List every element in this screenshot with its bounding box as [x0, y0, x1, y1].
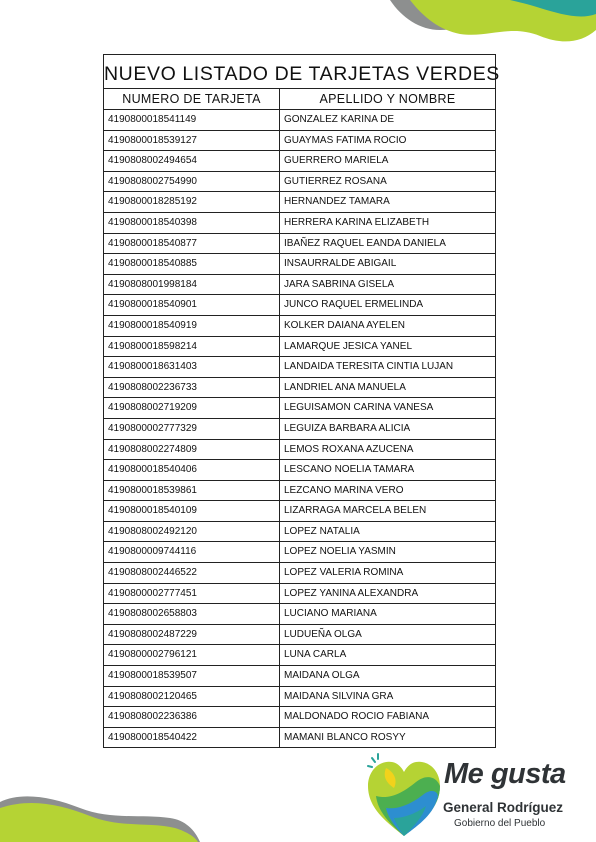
column-header-name: APELLIDO Y NOMBRE	[319, 92, 456, 106]
holder-name-cell: LEZCANO MARINA VERO	[284, 484, 404, 496]
card-number-cell: 4190800018598214	[104, 337, 280, 357]
table-row	[104, 440, 495, 461]
card-number-cell: 4190800018540901	[104, 295, 280, 315]
table-row	[104, 563, 495, 584]
holder-name-cell: LEGUISAMON CARINA VANESA	[284, 402, 434, 414]
table-header-row	[104, 89, 495, 110]
column-header-card-number: NUMERO DE TARJETA	[104, 89, 280, 109]
table-row	[104, 378, 495, 399]
card-number-cell: 4190808002658803	[104, 604, 280, 624]
card-number-cell: 4190800018540422	[104, 728, 280, 748]
card-number-cell: 4190808001998184	[104, 275, 280, 295]
table-row	[104, 295, 495, 316]
card-number-cell: 4190800018285192	[104, 192, 280, 212]
table-row	[104, 254, 495, 275]
table-row	[104, 275, 495, 296]
holder-name-cell: MAIDANA OLGA	[284, 670, 360, 682]
table-row	[104, 522, 495, 543]
table-row	[104, 131, 495, 152]
table-row	[104, 151, 495, 172]
table-body	[104, 110, 495, 748]
holder-name-cell: MALDONADO ROCIO FABIANA	[284, 711, 430, 723]
holder-name-cell: LESCANO NOELIA TAMARA	[284, 464, 415, 476]
green-card-list-table	[103, 54, 500, 748]
holder-name-cell: LOPEZ NATALIA	[284, 525, 360, 537]
card-number-cell: 4190800018540885	[104, 254, 280, 274]
card-number-cell: 4190800018539507	[104, 666, 280, 686]
table-row	[104, 110, 495, 131]
table-row	[104, 419, 495, 440]
card-number-cell: 4190808002494654	[104, 151, 280, 171]
holder-name-cell: LOPEZ VALERIA ROMINA	[284, 567, 404, 579]
table-row	[104, 604, 495, 625]
holder-name-cell: INSAURRALDE ABIGAIL	[284, 258, 397, 270]
card-number-cell: 4190800002777329	[104, 419, 280, 439]
table-row	[104, 316, 495, 337]
holder-name-cell: JARA SABRINA GISELA	[284, 278, 395, 290]
card-number-cell: 4190808002719209	[104, 398, 280, 418]
table-row	[104, 192, 495, 213]
table-row	[104, 687, 495, 708]
table-row	[104, 357, 495, 378]
card-number-cell: 4190808002754990	[104, 172, 280, 192]
holder-name-cell: GUAYMAS FATIMA ROCIO	[284, 134, 407, 146]
table-row	[104, 728, 495, 749]
holder-name-cell: LAMARQUE JESICA YANEL	[284, 340, 413, 352]
table-row	[104, 501, 495, 522]
me-gusta-heart-logo-icon	[364, 752, 444, 838]
document-title: NUEVO LISTADO DE TARJETAS VERDES	[104, 55, 495, 89]
table-row	[104, 542, 495, 563]
card-number-cell: 4190800018540109	[104, 501, 280, 521]
holder-name-cell: HERNANDEZ TAMARA	[284, 196, 390, 208]
table-row	[104, 337, 495, 358]
holder-name-cell: MAIDANA SILVINA GRA	[284, 690, 394, 702]
holder-name-cell: LEGUIZA BARBARA ALICIA	[284, 422, 411, 434]
table-row	[104, 398, 495, 419]
card-number-cell: 4190808002446522	[104, 563, 280, 583]
holder-name-cell: LANDAIDA TERESITA CINTIA LUJAN	[284, 361, 454, 373]
holder-name-cell: KOLKER DAIANA AYELEN	[284, 319, 405, 331]
card-number-cell: 4190800002777451	[104, 584, 280, 604]
holder-name-cell: LUDUEÑA OLGA	[284, 628, 362, 640]
card-number-cell: 4190800018631403	[104, 357, 280, 377]
brand-municipality: General Rodríguez	[443, 800, 564, 815]
card-number-cell: 4190800018540877	[104, 234, 280, 254]
holder-name-cell: LANDRIEL ANA MANUELA	[284, 381, 406, 393]
table-row	[104, 625, 495, 646]
holder-name-cell: JUNCO RAQUEL ERMELINDA	[284, 299, 424, 311]
holder-name-cell: IBAÑEZ RAQUEL EANDA DANIELA	[284, 237, 446, 249]
card-number-cell: 4190800018539861	[104, 481, 280, 501]
card-number-cell: 4190800018540406	[104, 460, 280, 480]
holder-name-cell: LUCIANO MARIANA	[284, 608, 377, 620]
card-number-cell: 4190808002274809	[104, 440, 280, 460]
card-number-cell: 4190808002120465	[104, 687, 280, 707]
card-number-cell: 4190808002492120	[104, 522, 280, 542]
card-number-cell: 4190808002487229	[104, 625, 280, 645]
holder-name-cell: LEMOS ROXANA AZUCENA	[284, 443, 414, 455]
table-row	[104, 213, 495, 234]
holder-name-cell: LOPEZ NOELIA YASMIN	[284, 546, 396, 558]
table-row	[104, 707, 495, 728]
card-number-cell: 4190800018541149	[104, 110, 280, 130]
card-number-cell: 4190800009744116	[104, 542, 280, 562]
table-row	[104, 666, 495, 687]
table-row	[104, 234, 495, 255]
holder-name-cell: MAMANI BLANCO ROSYY	[284, 731, 406, 743]
card-number-cell: 4190800018539127	[104, 131, 280, 151]
table-row	[104, 645, 495, 666]
table-row	[104, 584, 495, 605]
holder-name-cell: LUNA CARLA	[284, 649, 347, 661]
card-number-cell: 4190808002236733	[104, 378, 280, 398]
card-number-cell: 4190800002796121	[104, 645, 280, 665]
card-number-cell: 4190800018540398	[104, 213, 280, 233]
table-row	[104, 172, 495, 193]
brand-slogan: Me gusta	[444, 758, 566, 790]
brand-government-tagline: Gobierno del Pueblo	[454, 818, 546, 829]
holder-name-cell: HERRERA KARINA ELIZABETH	[284, 216, 430, 228]
card-number-cell: 4190808002236386	[104, 707, 280, 727]
bottom-left-swoosh-decoration	[0, 792, 200, 842]
table-row	[104, 481, 495, 502]
top-right-swoosh-decoration	[390, 0, 596, 48]
holder-name-cell: GONZALEZ KARINA DE	[284, 114, 395, 125]
table-row	[104, 460, 495, 481]
holder-name-cell: GUTIERREZ ROSANA	[284, 175, 387, 187]
card-number-cell: 4190800018540919	[104, 316, 280, 336]
holder-name-cell: LOPEZ YANINA ALEXANDRA	[284, 587, 419, 599]
holder-name-cell: GUERRERO MARIELA	[284, 155, 389, 167]
holder-name-cell: LIZARRAGA MARCELA BELEN	[284, 505, 427, 517]
